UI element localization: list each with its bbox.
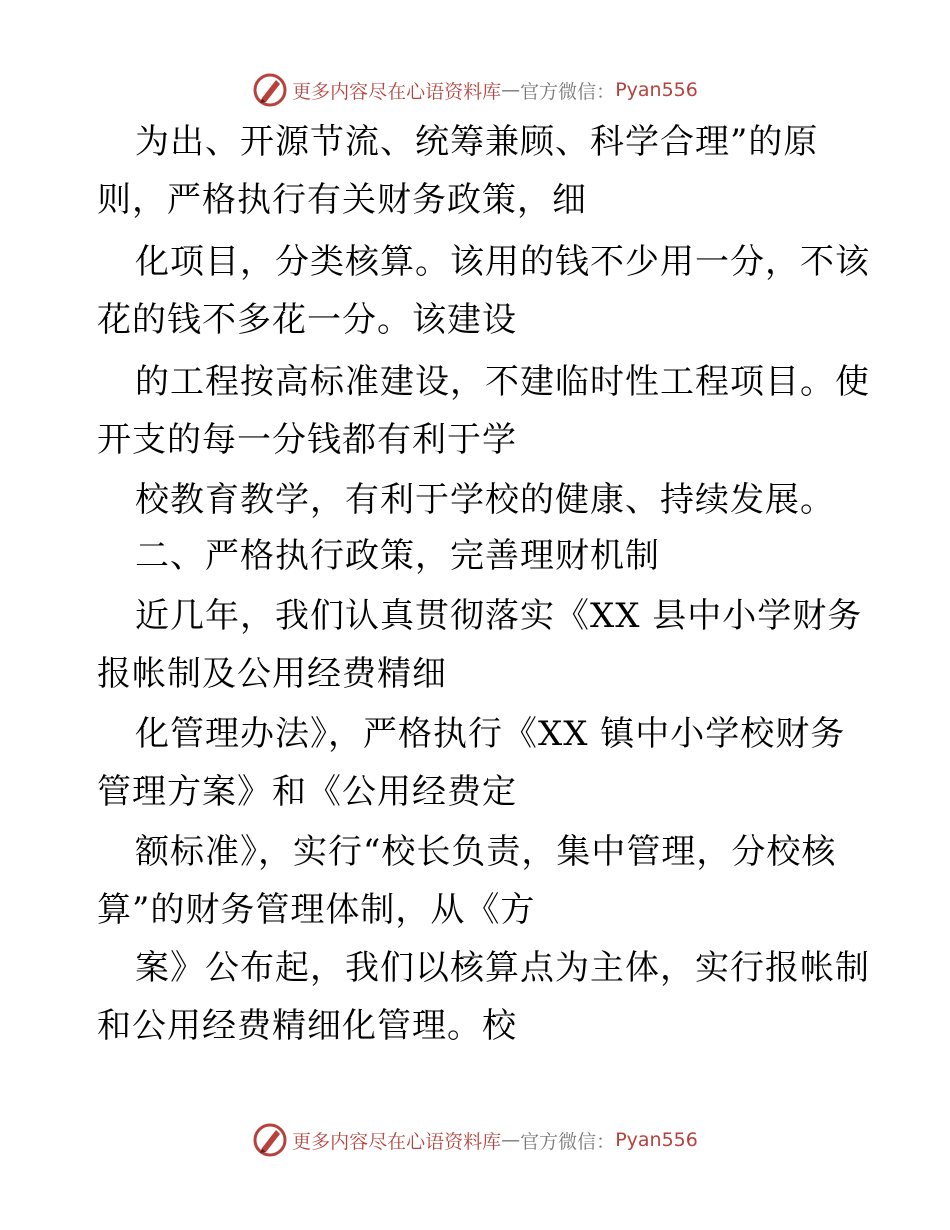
text-line: 和公用经费精细化管理。校: [97, 1006, 517, 1046]
footer-watermark: [0, 1120, 950, 1160]
watermark-brand: 更多内容尽在心语资料库: [292, 80, 502, 103]
text-line: 案》公布起，我们以核算点为主体，实行报帐制: [135, 948, 870, 988]
text-line: 报帐制及公用经费精细: [97, 654, 447, 694]
text-line: 开支的每一分钱都有利于学: [97, 420, 517, 460]
text-line: 校教育教学，有利于学校的健康、持续发展。: [135, 480, 835, 520]
watermark-id: Pyan556: [615, 79, 698, 101]
watermark-dash: —: [501, 1129, 521, 1151]
pen-logo-icon: [252, 1122, 288, 1158]
header-watermark: [0, 70, 950, 110]
text-line: 花的钱不多花一分。该建设: [97, 300, 517, 340]
watermark-brand: 更多内容尽在心语资料库: [292, 1130, 502, 1153]
section-heading: 二、严格执行政策，完善理财机制: [135, 536, 660, 576]
text-line: 的工程按高标准建设，不建临时性工程项目。使: [135, 362, 870, 402]
text-line: 近几年，我们认真贯彻落实《XX 县中小学财务: [135, 596, 863, 636]
text-line: 化管理办法》，严格执行《XX 镇中小学校财务: [135, 714, 846, 754]
watermark-dash: —: [501, 79, 521, 101]
watermark-id: Pyan556: [615, 1129, 698, 1151]
pen-logo-icon: [252, 72, 288, 108]
text-line: 则，严格执行有关财务政策，细: [97, 180, 587, 220]
watermark-label: 官方微信：: [520, 80, 616, 103]
text-line: 额标准》，实行“校长负责，集中管理，分校核: [135, 832, 837, 872]
text-line: 管理方案》和《公用经费定: [97, 772, 517, 812]
watermark-label: 官方微信：: [520, 1130, 616, 1153]
text-line: 算”的财务管理体制，从《方: [97, 890, 536, 930]
text-line: 化项目，分类核算。该用的钱不少用一分，不该: [135, 242, 870, 282]
text-line: 为出、开源节流、统筹兼顾、科学合理”的原: [135, 122, 819, 162]
